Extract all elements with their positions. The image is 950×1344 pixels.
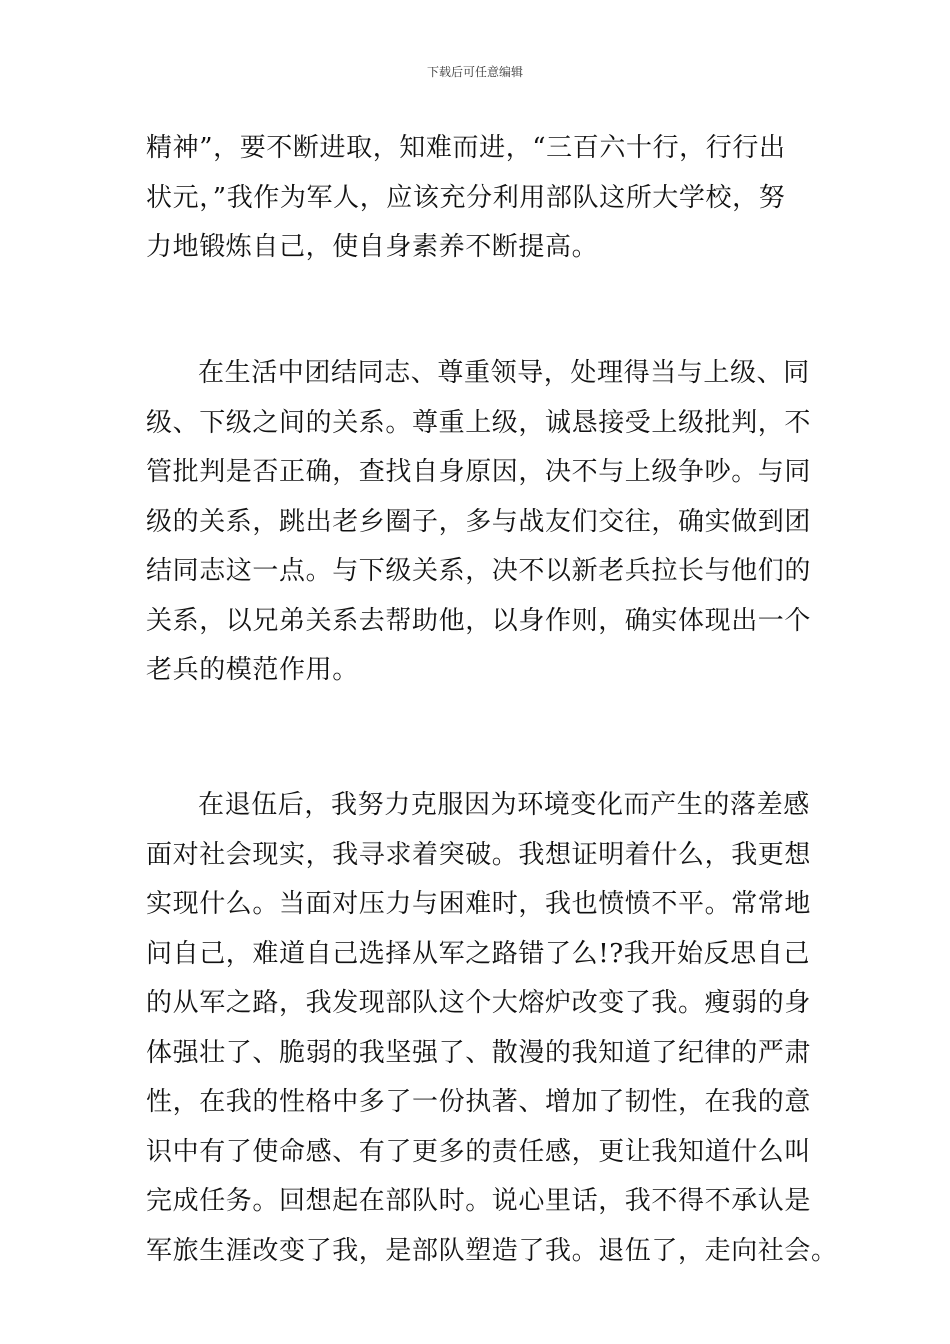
text-line: 军旅生涯改变了我，是部队塑造了我。退伍了，走向社会。 [146, 1235, 838, 1266]
text-line: 完成任务。回想起在部队时。说心里话，我不得不承认是 [146, 1186, 812, 1216]
page-header: 下载后可任意编辑 [426, 65, 523, 79]
text-line: 力地锻炼自己，使自身素养不断提高。 [146, 232, 599, 262]
text-line: 管批判是否正确，查找自身原因，决不与上级争吵。与同 [146, 457, 812, 487]
text-line: 老兵的模范作用。 [146, 655, 359, 685]
text-line: 体强壮了、脆弱的我坚强了、散漫的我知道了纪律的严肃 [146, 1037, 812, 1068]
paragraph-gap [146, 273, 808, 323]
paragraph [146, 781, 838, 1276]
paragraph [146, 349, 812, 696]
text-line: 识中有了使命感、有了更多的责任感，更让我知道什么叫 [146, 1136, 812, 1167]
paragraph-gap [146, 322, 808, 349]
text-line: 精神”，要不断进取，知难而进，“三百六十行，行行出 [146, 133, 786, 163]
text-line: 面对社会现实，我寻求着突破。我想证明着什么，我更想 [146, 839, 812, 870]
text-line: 结同志这一点。与下级关系，决不以新老兵拉长与他们的 [146, 556, 812, 586]
text-line: 问自己，难道自己选择从军之路错了么!?我开始反思自己 [146, 938, 810, 969]
text-line: 级、下级之间的关系。尊重上级，诚恳接受上级批判，不 [146, 407, 812, 438]
text-line: 在退伍后，我努力克服因为环境变化而产生的落差感 [198, 790, 810, 820]
text-line: 在生活中团结同志、尊重领导，处理得当与上级、同 [198, 358, 810, 388]
text-line: 实现什么。当面对压力与困难时，我也愤愤不平。常常地 [146, 889, 812, 919]
text-line: 关系，以兄弟关系去帮助他，以身作则，确实体现出一个 [146, 605, 812, 636]
text-line: 状元，”我作为军人，应该充分利用部队这所大学校，努 [146, 182, 786, 213]
paragraph-gap [146, 745, 808, 781]
text-line: 性，在我的性格中多了一份执著、增加了韧性，在我的意 [146, 1087, 812, 1117]
paragraph [146, 124, 808, 273]
document-body [146, 124, 838, 1276]
paragraph-gap [146, 696, 808, 746]
text-line: 的从军之路，我发现部队这个大熔炉改变了我。瘦弱的身 [146, 988, 812, 1018]
text-line: 级的关系，跳出老乡圈子，多与战友们交往，确实做到团 [146, 506, 812, 537]
